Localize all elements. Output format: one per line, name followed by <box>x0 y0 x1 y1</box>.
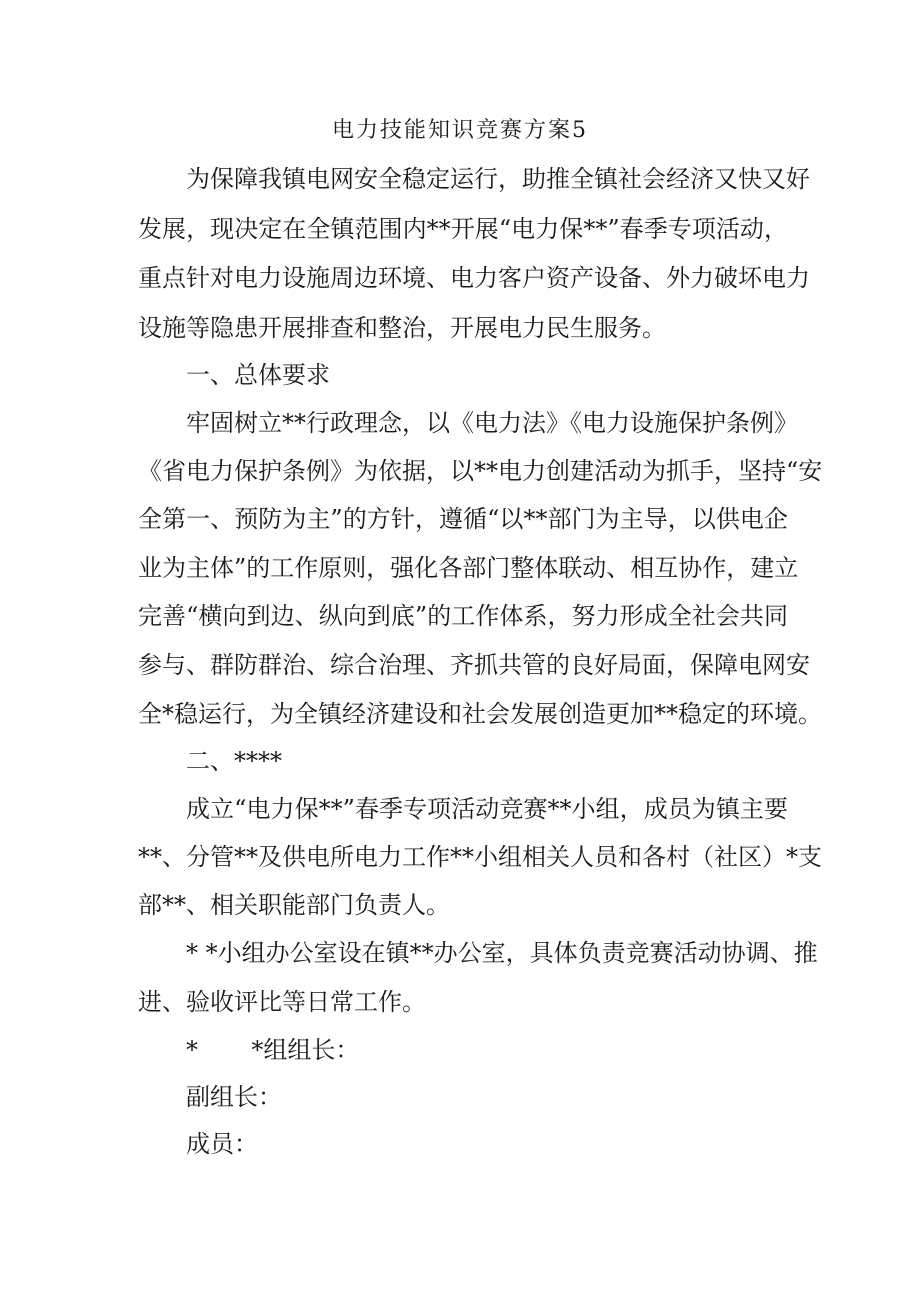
section2-para1-line-1: 成立“电力保**”春季专项活动竞赛**小组，成员为镇主要 <box>186 795 788 823</box>
section1-line-3: 全第一、预防为主”的方针，遵循“以**部门为主导，以供电企 <box>138 505 788 533</box>
intro-line-4: 设施等隐患开展排查和整治，开展电力民生服务。 <box>138 314 666 342</box>
section2-para2-line-2: 进、验收评比等日常工作。 <box>138 988 426 1016</box>
section1-line-5: 完善“横向到边、纵向到底”的工作体系，努力形成全社会共同 <box>138 602 788 630</box>
intro-line-3: 重点针对电力设施周边环境、电力客户资产设备、外力破坏电力 <box>138 264 810 292</box>
members-label: 成员： <box>186 1130 258 1158</box>
deputy-label: 副组长： <box>186 1083 282 1111</box>
section2-para1-line-3: 部**、相关职能部门负责人。 <box>138 891 450 919</box>
section1-line-1: 牢固树立**行政理念，以《电力法》《电力设施保护条例》 <box>186 409 798 437</box>
section1-line-7: 全*稳运行，为全镇经济建设和社会发展创造更加**稳定的环境。 <box>138 700 822 728</box>
section1-line-4: 业为主体”的工作原则，强化各部门整体联动、相互协作，建立 <box>138 554 799 582</box>
intro-line-1: 为保障我镇电网安全稳定运行，助推全镇社会经济又快又好 <box>186 165 810 193</box>
section1-line-2: 《省电力保护条例》为依据，以**电力创建活动为抓手，坚持“安 <box>138 457 823 485</box>
section1-heading: 一、总体要求 <box>186 361 330 389</box>
section2-heading: 二、**** <box>186 747 282 775</box>
leader-label: * *组组长： <box>186 1036 360 1064</box>
section1-line-6: 参与、群防群治、综合治理、齐抓共管的良好局面，保障电网安 <box>138 651 810 679</box>
section2-para2-line-1: * *小组办公室设在镇**办公室，具体负责竞赛活动协调、推 <box>186 939 818 967</box>
section2-para1-line-2: **、分管**及供电所电力工作**小组相关人员和各村（社区）*支 <box>138 843 822 871</box>
document-title: 电力技能知识竞赛方案5 <box>332 118 588 143</box>
intro-line-2: 发展，现决定在全镇范围内**开展“电力保**”春季专项活动， <box>138 215 788 243</box>
